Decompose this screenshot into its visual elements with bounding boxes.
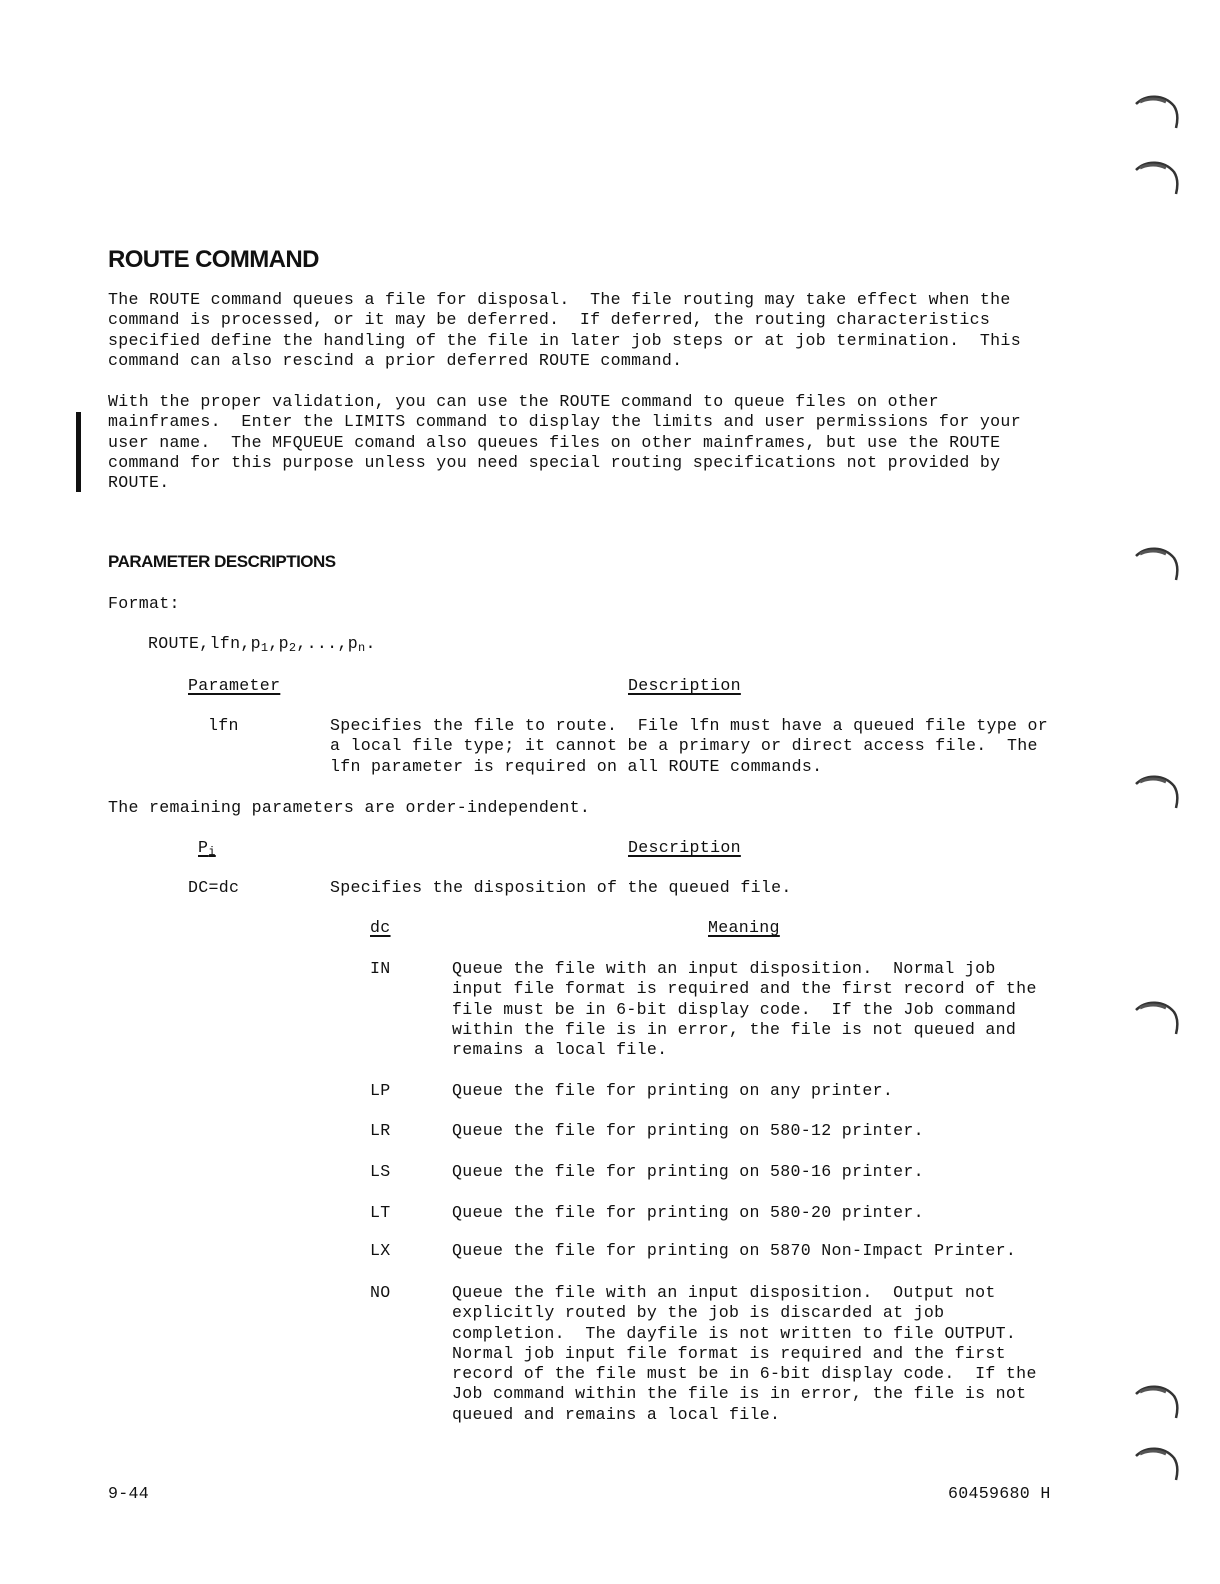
page-number: 9-44: [108, 1484, 150, 1503]
binder-hole-mark: [1134, 772, 1180, 812]
dc-meaning: Queue the file for printing on any printer.: [452, 1081, 894, 1100]
dc-meaning: Queue the file with an input disposition. Output not explicitly routed by the job is discarded at job completion. The dayfile is not written to file OUTPUT. Normal job input file format is required and the first record of the file must be in 6-bit display code. If the Job command within the file is in error, the file is not queued and remains a local file.: [452, 1283, 1037, 1424]
binder-hole-mark: [1134, 158, 1180, 198]
binder-hole-mark: [1134, 1382, 1180, 1422]
syntax-part: ,p: [268, 634, 289, 653]
param-description: Specifies the disposition of the queued file.: [330, 878, 792, 897]
table-header-meaning: Meaning: [708, 918, 780, 937]
table-header-description: Description: [628, 838, 741, 857]
dc-code: LX: [370, 1241, 391, 1260]
syntax-subscript: n: [357, 641, 366, 655]
dc-meaning: Queue the file for printing on 580-20 printer.: [452, 1203, 924, 1222]
dc-code: LR: [370, 1121, 391, 1140]
binder-hole-mark: [1134, 998, 1180, 1038]
table-header-parameter: Parameter: [188, 676, 281, 695]
dc-meaning: Queue the file for printing on 5870 Non-Impact Printer.: [452, 1241, 1017, 1260]
table-header-pi: [198, 838, 216, 858]
binder-hole-mark: [1134, 1444, 1180, 1484]
order-note: The remaining parameters are order-independent.: [108, 798, 591, 817]
table-header-description: Description: [628, 676, 741, 695]
change-bar: [76, 412, 81, 492]
section-heading: PARAMETER DESCRIPTIONS: [108, 552, 336, 571]
header-part: P: [198, 838, 209, 857]
binder-hole-mark: [1134, 544, 1180, 584]
dc-meaning: Queue the file for printing on 580-16 printer.: [452, 1162, 924, 1181]
header-subscript: i: [208, 845, 216, 859]
param-name: lfn: [208, 716, 239, 735]
page-title: ROUTE COMMAND: [108, 246, 319, 273]
document-number: 60459680 H: [948, 1484, 1051, 1503]
param-name: DC=dc: [188, 878, 240, 897]
intro-paragraph-2: With the proper validation, you can use the ROUTE command to queue files on other mainframes. Enter the LIMITS command to display the limits and user permissions for your user name. The MFQUEUE comand also queues files on other mainframes, but use the ROUTE command for this purpose unless you need special routing specifications not provided by ROUTE.: [108, 392, 1021, 493]
syntax-subscript: 1: [260, 641, 269, 655]
binder-hole-mark: [1134, 92, 1180, 132]
syntax-part: .: [365, 634, 376, 653]
param-description: Specifies the file to route. File lfn must have a queued file type or a local file type; it cannot be a primary or direct access file. The lfn parameter is required on all ROUTE commands.: [330, 716, 1049, 776]
dc-code: LP: [370, 1081, 391, 1100]
syntax-subscript: 2: [288, 641, 297, 655]
table-header-dc: dc: [370, 918, 391, 937]
dc-code: IN: [370, 959, 391, 978]
dc-meaning: Queue the file for printing on 580-12 printer.: [452, 1121, 924, 1140]
dc-code: LT: [370, 1203, 391, 1222]
intro-paragraph-1: The ROUTE command queues a file for disposal. The file routing may take effect when the command is processed, or it may be deferred. If deferred, the routing characteristics specified define the handling of the file in later job steps or at job termination. This command can also rescind a prior deferred ROUTE command.: [108, 290, 1021, 370]
format-label: Format:: [108, 594, 180, 613]
dc-code: NO: [370, 1283, 391, 1302]
dc-code: LS: [370, 1162, 391, 1181]
syntax-part: ROUTE,lfn,p: [148, 634, 261, 653]
syntax-part: ,...,p: [296, 634, 358, 653]
format-syntax: [148, 634, 376, 654]
dc-meaning: Queue the file with an input disposition. Normal job input file format is required and the first record of the file must be in 6-bit display code. If the Job command within the file is in error, the file is not queued and remains a local file.: [452, 959, 1037, 1060]
